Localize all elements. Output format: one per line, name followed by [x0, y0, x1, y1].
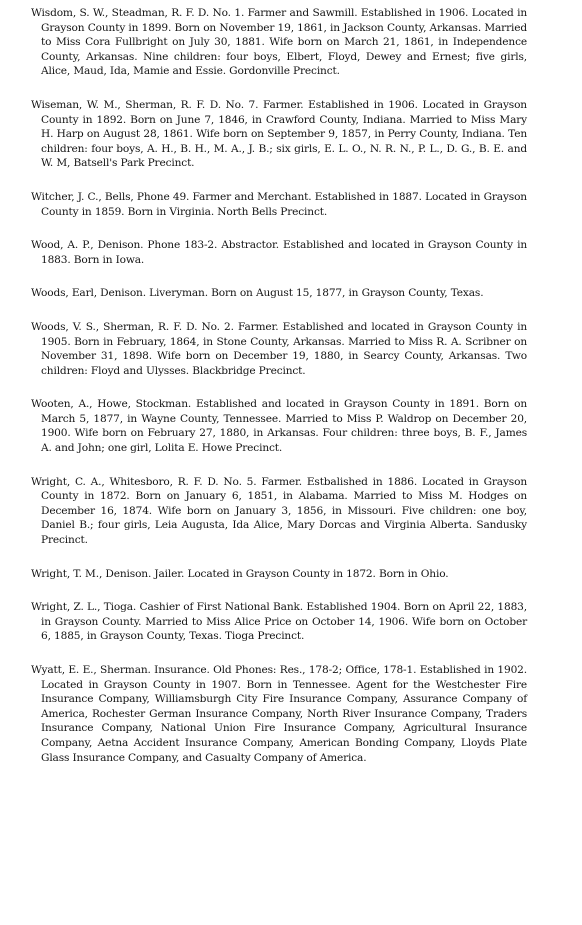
entry-wood: Wood, A. P., Denison. Phone 183-2. Abstractor. Established and located in Grayson County in 1883. Born in Iowa.	[31, 239, 527, 266]
entry-separator	[31, 378, 527, 397]
entry-separator	[31, 171, 527, 190]
entry-separator	[31, 644, 527, 663]
directory-page	[31, 6, 527, 765]
entry-wooten: Wooten, A., Howe, Stockman. Established and located in Grayson County in 1891. Born on March 5, 1877, in Wayne County, Tennessee. Married to Miss P. Waldrop on December 20, 1900. Wife born on February 27, 1880, in Arkansas. Four children: three boys, B. F., James A. and John; one girl, Lolita E. Howe Precinct.	[31, 398, 527, 455]
entry-separator	[31, 581, 527, 600]
entry-witcher: Witcher, J. C., Bells, Phone 49. Farmer and Merchant. Established in 1887. Located in Grayson County in 1859. Born in Virginia. North Bells Precinct.	[31, 190, 527, 218]
entry-woods-vs: Woods, V. S., Sherman, R. F. D. No. 2. Farmer. Established and located in Grayson County in 1905. Born in February, 1864, in Stone County, Arkansas. Married to Miss R. A. Scribner on November 31, 1898. Wife born on December 19, 1880, in Searcy County, Arkansas. Two children: Floyd and Ulysses. Blackbridge Precinct.	[31, 320, 527, 377]
entry-separator	[31, 548, 527, 567]
entry-wyatt: Wyatt, E. E., Sherman. Insurance. Old Phones: Res., 178-2; Office, 178-1. Established in 1902. Located in Grayson County in 1907. Born in Tennessee. Agent for the Westchester Fire Insurance Company, Williamsburgh City Fire Insurance Company, Assurance Company of America, Rochester German Insurance Company, North River Insurance Company, Traders Insurance Company, National Union Fire Insurance Company, Agricultural Insurance Company, Aetna Accident Insurance Company, American Bonding Company, Lloyds Plate Glass Insurance Company, and Casualty Company of America.	[31, 664, 527, 764]
entry-separator	[31, 79, 527, 98]
entry-separator	[31, 219, 527, 238]
entry-separator	[31, 267, 527, 286]
entry-wisdom: Wisdom, S. W., Steadman, R. F. D. No. 1. Farmer and Sawmill. Established in 1906. Located in Grayson County in 1899. Born on November 19, 1861, in Jackson County, Arkansas. Married to Miss Cora Fullbright on July 30, 1881. Wife born on March 21, 1861, in Independence County, Arkansas. Nine children: four boys, Elbert, Floyd, Dewey and Ernest; five girls, Alice, Maud, Ida, Mamie and Essie. Gordonville Precinct.	[31, 7, 527, 78]
entry-wright-zl: Wright, Z. L., Tioga. Cashier of First National Bank. Established 1904. Born on April 22, 1883, in Grayson County. Married to Miss Alice Price on October 14, 1906. Wife born on October 6, 1885, in Grayson County, Texas. Tioga Precinct.	[31, 601, 527, 643]
entry-woods-earl: Woods, Earl, Denison. Liveryman. Born on August 15, 1877, in Grayson County, Texas.	[31, 287, 484, 300]
entry-wright-ca: Wright, C. A., Whitesboro, R. F. D. No. 5. Farmer. Estbalished in 1886. Located in Grayson County in 1872. Born on January 6, 1851, in Alabama. Married to Miss M. Hodges on December 16, 1874. Wife born on January 3, 1856, in Missouri. Five children: one boy, Daniel B.; four girls, Leia Augusta, Ida Alice, Mary Dorcas and Virginia Alberta. Sandusky Precinct.	[31, 475, 527, 547]
entry-wiseman: Wiseman, W. M., Sherman, R. F. D. No. 7. Farmer. Established in 1906. Located in Grayson County in 1892. Born on June 7, 1846, in Crawford County, Indiana. Married to Miss Mary H. Harp on August 28, 1861. Wife born on September 9, 1857, in Perry County, Indiana. Ten children: four boys, A. H., B. H., M. A., J. B.; six girls, E. L. O., N. R. N., P. L., D. G., B. E. and W. M, Batsell's Park Precinct.	[31, 98, 527, 170]
entry-separator	[31, 301, 527, 320]
entry-wright-tm: Wright, T. M., Denison. Jailer. Located in Grayson County in 1872. Born in Ohio.	[31, 567, 449, 580]
entry-separator	[31, 456, 527, 475]
